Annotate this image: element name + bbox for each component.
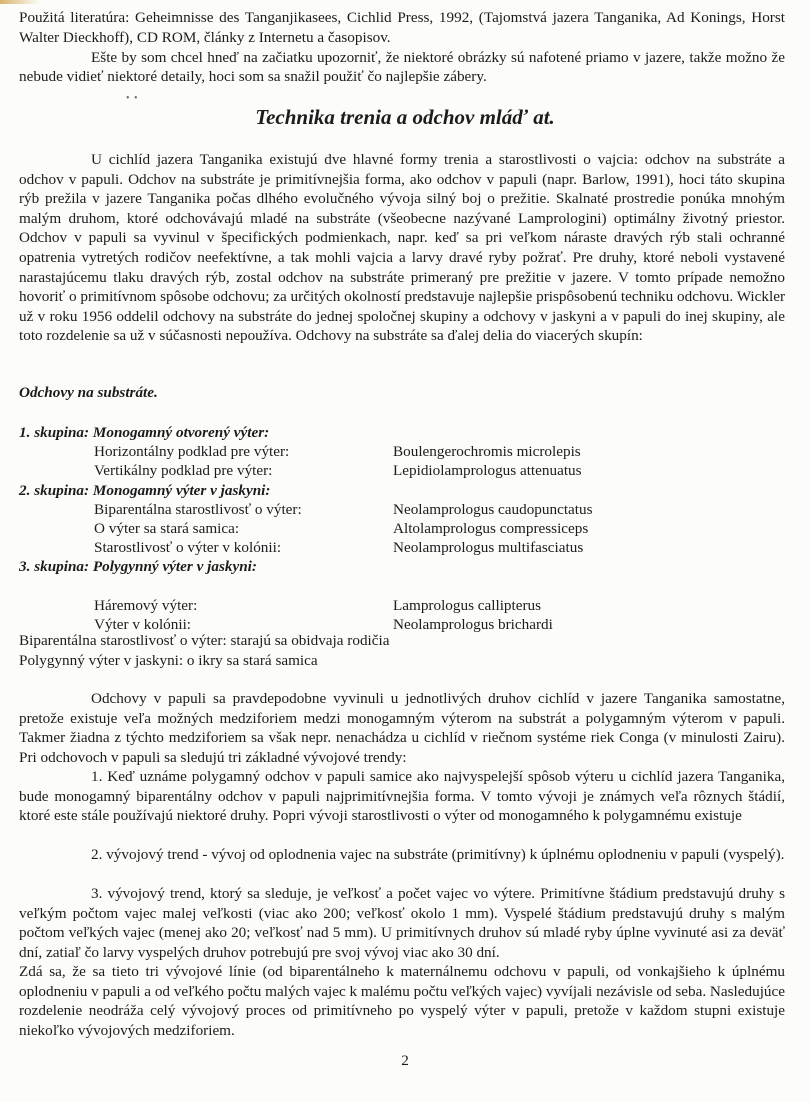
definition-line: Polygynný výter v jaskyni: o ikry sa stará samica [19, 651, 318, 669]
group-row-species: Neolamprologus caudopunctatus [393, 500, 593, 518]
group-row-species: Boulengerochromis microlepis [393, 443, 581, 461]
group-row-species: Altolamprologus compressiceps [393, 519, 589, 537]
conclusion-paragraph: Zdá sa, že sa tieto tri vývojové línie (od biparentálneho k maternálnemu odchovu v papuli, od vonkajšieho k úplnému oplodneniu v papuli a od veľkého počtu malých vajec k malému počtu veľkých vajec) vyvíjali nezávisle od seba. Nasledujúce rozdelenie neodráža celý vývojový proces od primitívneho po vyspelý výter v papuli, pretože v každom stupni existuje niekoľko vývojových medziforiem. [19, 963, 785, 1039]
spawning-groups-list [19, 423, 779, 634]
group-row [19, 519, 779, 538]
group-row [19, 500, 779, 519]
group-row-species: Lepidiolamprologus attenuatus [393, 462, 582, 480]
substrate-heading: Odchovy na substráte. [19, 384, 158, 401]
group-row-label: Biparentálna starostlivosť o výter: [94, 500, 302, 518]
references-paragraph: Použitá literatúra: Geheimnisse des Tanganjikasees, Cichlid Press, 1992, (Tajomstvá jazera Tanganika, Ad Konings, Horst Walter Dieckhoff), CD ROM, články z Internetu a časopisov. [19, 9, 785, 46]
trend-2: 2. vývojový trend - vývoj od oplodnenia vajec na substráte (primitívny) k úplnému oplodneniu v papuli (vyspelý). [91, 846, 785, 863]
group-1 [19, 423, 779, 481]
definitions [19, 631, 389, 670]
group-row-species: Neolamprologus multifasciatus [393, 539, 584, 557]
trend-1: 1. Keď uznáme polygamný odchov v papuli samice ako najvyspelejší spôsob výteru u cichlíd jazera Tanganika, bude monogamný biparentálny odchov v papuli najprimitívnejšia forma. V tomto vývoji je známych veľa rôznych štádií, ktoré este stále používajú niektoré druhy. Popri vývoji starostlivosti o výter od monogamného k polygamnému existuje [19, 768, 785, 825]
group-row [19, 596, 779, 615]
intro-paragraph: U cichlíd jazera Tanganika existujú dve hlavné formy trenia a starostlivosti o vajcia: odchov na substráte a odchov v papuli. Odchov na substráte je primitívnejšia forma, ako odchov v papuli (napr. Barlow, 1991), hoci táto skupina rýb prežila v jazere Tanganika počas dlhého evolučného vývoja silný boj o prežitie. Skalnaté prostredie ponúka mnohým malým druhom, ktoré odchovávajú mladé na substráte (všeobecne nazývané Lamprologini) optimálny životný priestor. Odchov v papuli sa vyvinul v špecifických podmienkach, napr. keď sa pri veľkom náraste dravých rýb stali ochranné opatrenia vytretých rodičov neefektívne, a tak mohli vajcia a larvy dravé ryby požrať. Pre druhy, ktoré neboli vystavené narastajúcemu tlaku dravých rýb, zostal odchov na substráte primeraný pre prežitie v jazere. V tomto prípade nemožno hovoriť o primitívnom spôsobe odchovu; za určitých okolností predstavuje najlepšie prispôsobenú techniku odchovu. Wickler už v roku 1956 oddelil odchovy na substráte do jednej spoločnej skupiny a odchovy v jaskyni a v papuli do inej skupiny, ale toto rozdelenie sa už v súčasnosti nepoužíva. Odchovy na substráte sa ďalej delia do viacerých skupín: [19, 151, 785, 345]
group-row-label: Háremový výter: [94, 596, 198, 614]
group-row-species: Neolamprologus brichardi [393, 615, 553, 633]
trend-3: 3. vývojový trend, ktorý sa sleduje, je veľkosť a počet vajec vo výtere. Primitívne štádium predstavujú druhy s veľkým počtom vajec malej veľkosti (viac ako 200; veľkosť okolo 1 mm). Vyspelé štádium predstavujú druhy s malým počtom veľkých vajec (menej ako 20; veľkosť nad 5 mm). U primitívnych druhov sú mladé ryby úplne vyvinuté asi za deväť dní, zatiaľ čo larvy vyspelých druhov potrebujú pre svoj vývoj viac ako 30 dní. [19, 885, 785, 961]
disclaimer-paragraph: Ešte by som chcel hneď na začiatku upozorniť, že niektoré obrázky sú nafotené priamo v jazere, takže možno že nebude vidieť niektoré detaily, hoci som sa snažil použiť čo najlepšie zábery. [19, 48, 785, 86]
group-row-label: Výter v kolónii: [94, 615, 192, 633]
group-row [19, 538, 779, 557]
definition-line: Biparentálna starostlivosť o výter: starajú sa obidvaja rodičia [19, 632, 390, 649]
page-number: 2 [401, 1052, 409, 1069]
group-heading: 1. skupina: Monogamný otvorený výter: [19, 424, 270, 441]
page-title: Technika trenia a odchov mláď at. [255, 105, 555, 129]
group-3 [19, 557, 779, 634]
group-heading: 2. skupina: Monogamný výter v jaskyni: [19, 481, 271, 499]
group-row-label: Starostlivosť o výter v kolónii: [94, 539, 282, 557]
group-row-species: Lamprologus callipterus [393, 596, 542, 614]
mouthbrooding-paragraph: Odchovy v papuli sa pravdepodobne vyvinuli u jednotlivých druhov cichlíd v jazere Tanganika samostatne, pretože existuje veľa možných medziforiem medzi monogamným výterom na substrát a polygamným výterom v papuli. Takmer žiadna z týchto medziforiem sa však nepr. nenachádza u cichlíd v riečnom systéme riek Conga (v minulosti Zairu). Pri odchovoch v papuli sa sledujú tri základné vývojové trendy: [19, 690, 785, 766]
group-row-label: Horizontálny podklad pre výter: [94, 443, 290, 461]
group-row [19, 461, 779, 480]
group-row [19, 442, 779, 461]
group-2 [19, 481, 779, 558]
scan-dots: • • [126, 93, 139, 104]
group-row-label: Vertikálny podklad pre výter: [94, 462, 273, 480]
group-row-label: O výter sa stará samica: [94, 519, 240, 537]
scan-edge-mark [0, 0, 40, 4]
group-heading: 3. skupina: Polygynný výter v jaskyni: [19, 558, 257, 576]
